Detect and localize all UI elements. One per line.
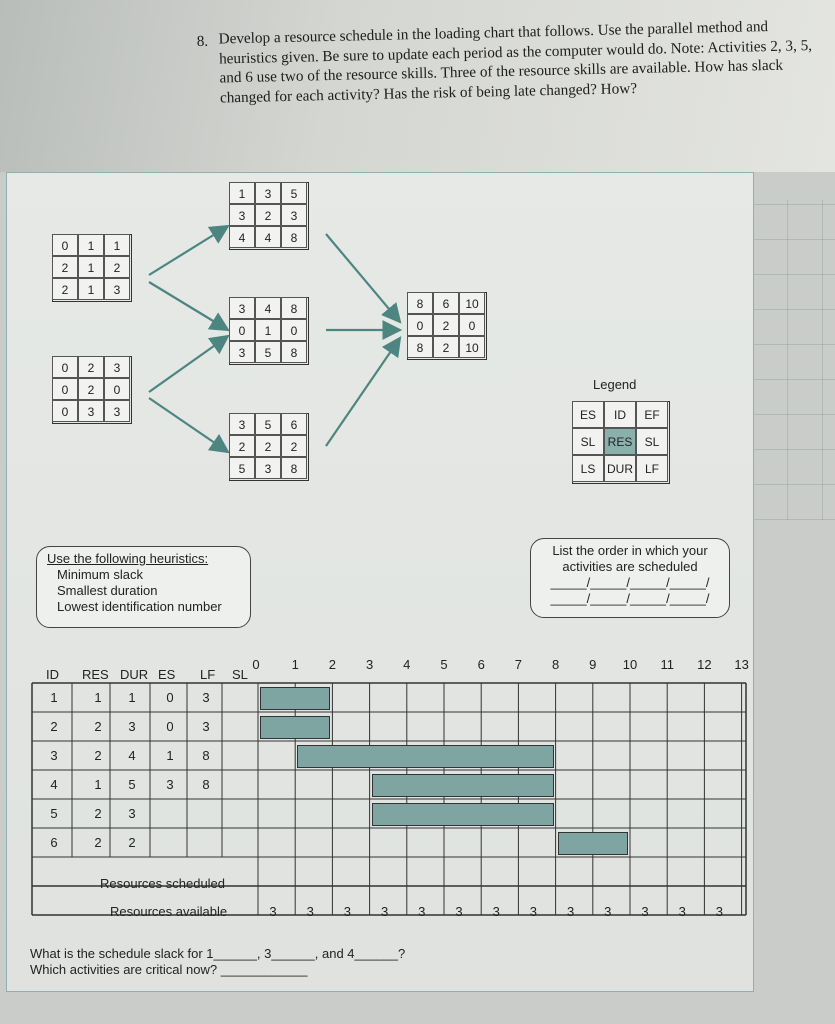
answer-blank[interactable]: ______ xyxy=(271,946,315,961)
node-cell: 4 xyxy=(255,297,281,319)
table-cell-lf: 8 xyxy=(202,777,210,792)
node-cell: 2 xyxy=(52,256,78,278)
node-cell: 0 xyxy=(52,234,78,256)
question-2-text: Which activities are critical now? xyxy=(30,962,218,977)
order-box-line2: activities are scheduled xyxy=(562,559,698,574)
order-blank-line[interactable]: _____/_____/_____/_____/ xyxy=(550,575,710,590)
node-cell: 1 xyxy=(78,234,104,256)
node-cell: 2 xyxy=(433,336,459,358)
time-label: 2 xyxy=(328,657,336,672)
node-cell: 8 xyxy=(407,292,433,314)
legend-cell: RES xyxy=(604,428,636,455)
node-cell: 5 xyxy=(255,341,281,363)
table-cell-dur: 1 xyxy=(128,690,136,705)
node-cell: 3 xyxy=(229,341,255,363)
table-cell-es: 3 xyxy=(166,777,174,792)
time-label: 1 xyxy=(291,657,299,672)
node-cell: 1 xyxy=(78,256,104,278)
table-cell-lf: 8 xyxy=(202,748,210,763)
legend-cell: SL xyxy=(636,428,668,455)
node-cell: 0 xyxy=(52,378,78,400)
time-label: 0 xyxy=(252,657,260,672)
node-cell: 3 xyxy=(229,413,255,435)
time-label: 10 xyxy=(622,657,638,672)
node-cell: 2 xyxy=(255,204,281,226)
table-cell-id: 2 xyxy=(50,719,58,734)
problem-text: Develop a resource schedule in the loading chart that follows. Use the parallel method and heuristics given. Be sure to update each period as the computer would do. Note: Activities 2, 3, 5, and 6 use two of the resource skills. Three of the resource skills are available. How has slack changed for each activity? Has the risk of being late changed? How? xyxy=(218,18,813,106)
time-label: 8 xyxy=(551,657,560,672)
resources-available-value: 3 xyxy=(566,904,575,919)
answer-blank[interactable]: ______ xyxy=(213,946,257,961)
node-cell: 3 xyxy=(104,400,130,422)
node-cell: 10 xyxy=(459,292,485,314)
header-es: ES xyxy=(158,667,176,682)
node-cell: 1 xyxy=(255,319,281,341)
time-label: 3 xyxy=(365,657,374,672)
node-cell: 8 xyxy=(281,341,307,363)
node-cell: 2 xyxy=(255,435,281,457)
time-label: 7 xyxy=(514,657,522,672)
resources-available-value: 3 xyxy=(269,904,277,919)
node-cell: 0 xyxy=(229,319,255,341)
order-box-line1: List the order in which your xyxy=(552,543,708,558)
table-cell-res: 2 xyxy=(94,719,102,734)
node-cell: 4 xyxy=(255,226,281,248)
heuristic-item: Smallest duration xyxy=(57,583,158,598)
node-cell: 1 xyxy=(229,182,255,204)
legend-cell: DUR xyxy=(604,455,636,482)
node-cell: 8 xyxy=(281,226,307,248)
legend-cell: EF xyxy=(636,401,668,428)
node-cell: 0 xyxy=(52,356,78,378)
time-label: 4 xyxy=(403,657,411,672)
legend-cell: ID xyxy=(604,401,636,428)
header-dur: DUR xyxy=(120,667,149,682)
node-cell: 2 xyxy=(281,435,307,457)
table-cell-dur: 5 xyxy=(128,777,136,792)
legend-title: Legend xyxy=(593,377,637,392)
node-cell: 8 xyxy=(407,336,433,358)
node-cell: 2 xyxy=(78,356,104,378)
time-label: 12 xyxy=(697,657,712,672)
table-cell-res: 1 xyxy=(94,690,102,705)
header-id: ID xyxy=(46,667,59,682)
heuristics-title: Use the following heuristics: xyxy=(47,551,209,566)
table-cell-dur: 4 xyxy=(128,748,136,763)
node-cell: 0 xyxy=(104,378,130,400)
legend-cell: ES xyxy=(572,401,604,428)
resources-available-value: 3 xyxy=(343,904,351,919)
resources-available-value: 3 xyxy=(641,904,649,919)
resources-available-value: 3 xyxy=(418,904,426,919)
order-blank-line[interactable]: _____/_____/_____/_____/ xyxy=(550,591,710,606)
gantt-bar xyxy=(260,687,330,710)
node-cell: 3 xyxy=(104,278,130,300)
heuristic-item: Minimum slack xyxy=(57,567,143,582)
question-critical-activities xyxy=(30,962,308,977)
node-cell: 2 xyxy=(52,278,78,300)
header-lf: LF xyxy=(200,667,216,682)
node-cell: 2 xyxy=(78,378,104,400)
problem-number: 8. xyxy=(196,32,209,50)
gantt-bar xyxy=(372,774,554,797)
resources-available-value: 3 xyxy=(380,904,389,919)
question-1-text: , and 4 xyxy=(314,946,355,961)
answer-blank[interactable]: ______ xyxy=(354,946,398,961)
resources-scheduled-label: Resources scheduled xyxy=(100,876,226,891)
node-cell: 0 xyxy=(407,314,433,336)
node-cell: 10 xyxy=(459,336,485,358)
node-cell: 3 xyxy=(281,204,307,226)
question-1-text: ? xyxy=(397,946,406,961)
table-cell-lf: 3 xyxy=(202,719,210,734)
node-cell: 6 xyxy=(433,292,459,314)
answer-blank[interactable]: ____________ xyxy=(220,962,308,977)
gantt-bar xyxy=(372,803,554,826)
resources-available-value: 3 xyxy=(604,904,612,919)
node-cell: 8 xyxy=(281,457,307,479)
gantt-bar xyxy=(297,745,553,768)
node-cell: 5 xyxy=(229,457,255,479)
node-cell: 4 xyxy=(229,226,255,248)
node-cell: 5 xyxy=(255,413,281,435)
question-schedule-slack xyxy=(30,946,405,961)
node-cell: 0 xyxy=(52,400,78,422)
node-cell: 5 xyxy=(281,182,307,204)
resources-available-value: 3 xyxy=(306,904,314,919)
resources-available-value: 3 xyxy=(455,904,463,919)
node-cell: 3 xyxy=(229,297,255,319)
table-cell-res: 2 xyxy=(94,835,102,850)
time-label: 6 xyxy=(477,657,485,672)
table-cell-dur: 3 xyxy=(128,806,136,821)
table-cell-id: 5 xyxy=(50,806,58,821)
gantt-bar xyxy=(260,716,330,739)
resources-available-value: 3 xyxy=(678,904,686,919)
time-label: 5 xyxy=(440,657,448,672)
node-cell: 2 xyxy=(229,435,255,457)
table-cell-res: 2 xyxy=(94,806,102,821)
table-cell-dur: 2 xyxy=(128,835,136,850)
table-cell-id: 6 xyxy=(50,835,58,850)
question-1-text: , 3 xyxy=(256,946,272,961)
table-cell-id: 1 xyxy=(50,690,58,705)
table-cell-res: 1 xyxy=(94,777,102,792)
header-res: RES xyxy=(82,667,109,682)
header-sl: SL xyxy=(232,667,248,682)
legend-cell: SL xyxy=(572,428,604,455)
node-cell: 3 xyxy=(229,204,255,226)
node-cell: 0 xyxy=(459,314,485,336)
table-cell-es: 1 xyxy=(166,748,174,763)
table-cell-id: 4 xyxy=(50,777,58,792)
gantt-bar xyxy=(558,832,628,855)
table-cell-res: 2 xyxy=(94,748,102,763)
legend-cell: LF xyxy=(636,455,668,482)
time-label: 13 xyxy=(734,657,749,672)
node-cell: 2 xyxy=(104,256,130,278)
legend-cell: LS xyxy=(572,455,604,482)
resources-available-value: 3 xyxy=(715,904,723,919)
resources-available-value: 3 xyxy=(492,904,500,919)
time-label: 9 xyxy=(589,657,597,672)
table-cell-dur: 3 xyxy=(128,719,136,734)
node-cell: 8 xyxy=(281,297,307,319)
table-cell-es: 0 xyxy=(166,690,174,705)
node-cell: 2 xyxy=(433,314,459,336)
node-cell: 3 xyxy=(255,182,281,204)
node-cell: 1 xyxy=(78,278,104,300)
node-cell: 1 xyxy=(104,234,130,256)
node-cell: 3 xyxy=(78,400,104,422)
node-cell: 3 xyxy=(255,457,281,479)
resources-available-value: 3 xyxy=(529,904,537,919)
node-cell: 0 xyxy=(281,319,307,341)
table-cell-id: 3 xyxy=(50,748,58,763)
node-cell: 6 xyxy=(281,413,307,435)
heuristic-item: Lowest identification number xyxy=(57,599,222,614)
resources-available-label: Resources available xyxy=(110,904,228,919)
node-cell: 3 xyxy=(104,356,130,378)
time-label: 11 xyxy=(660,657,674,672)
question-1-text: What is the schedule slack for 1 xyxy=(30,946,214,961)
table-cell-lf: 3 xyxy=(202,690,210,705)
table-cell-es: 0 xyxy=(166,719,174,734)
